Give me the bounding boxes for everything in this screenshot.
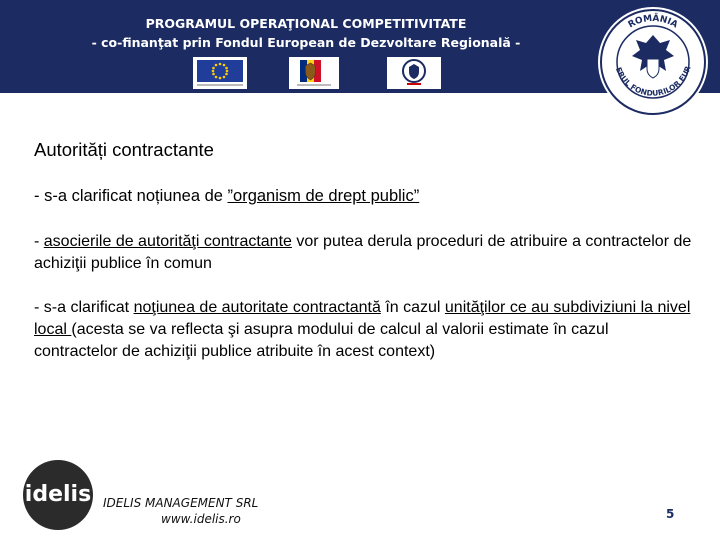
term-organism-drept-public: ”organism de drept public” [227, 187, 420, 205]
company-name: IDELIS MANAGEMENT SRL [103, 496, 259, 510]
romania-coat-of-arms-icon [289, 57, 339, 89]
eu-flag-icon [193, 57, 247, 89]
bullet-organism-public [34, 185, 694, 207]
ministry-logo-icon [387, 57, 441, 89]
svg-text:ROMÂNIA: ROMÂNIA [626, 13, 680, 31]
term-asocieri-autoritati: asocierile de autorităţi contractante [43, 233, 292, 250]
company-website: www.idelis.ro [161, 512, 241, 526]
term-autoritate-contractanta: noţiunea de autoritate contractantă [133, 299, 381, 316]
bullet-autoritate-contractanta [34, 297, 694, 363]
page-number: 5 [666, 507, 675, 521]
idelis-logo [23, 460, 93, 530]
term-unitati-subdiviziuni: unităţilor ce au subdiviziuni la nivel local [34, 299, 691, 338]
bullet-dash: - [34, 233, 44, 250]
program-title [0, 14, 612, 52]
svg-text:MINISTERUL FONDURILOR EUROPENE: ERUL FONDURILOR EUR [613, 64, 693, 98]
bullet-text: s-a clarificat noțiunea de [39, 187, 228, 205]
program-title-line1: PROGRAMUL OPERAŢIONAL COMPETITIVITATE [145, 16, 467, 31]
bullet-text-end: (acesta se va reflecta şi asupra modului de calcul al valorii estimate în cazul contractelor de achiziţii publice atribuite în acest context) [34, 321, 609, 360]
program-title-line2: - co-finanţat prin Fondul European de Dezvoltare Regională - [91, 35, 521, 50]
bullet-text-prefix: - s-a clarificat [34, 299, 134, 316]
ministry-seal-icon [598, 7, 708, 117]
bullet-dash: - [34, 187, 40, 205]
slide-title: Autorități contractante [34, 139, 214, 160]
bullet-text-mid: în cazul [380, 299, 445, 316]
bullet-asocieri [34, 231, 694, 275]
logo-text: idelis [24, 482, 92, 507]
bullet-text: vor putea derula proceduri de atribuire a contractelor de achiziţii publice în comun [34, 233, 692, 272]
